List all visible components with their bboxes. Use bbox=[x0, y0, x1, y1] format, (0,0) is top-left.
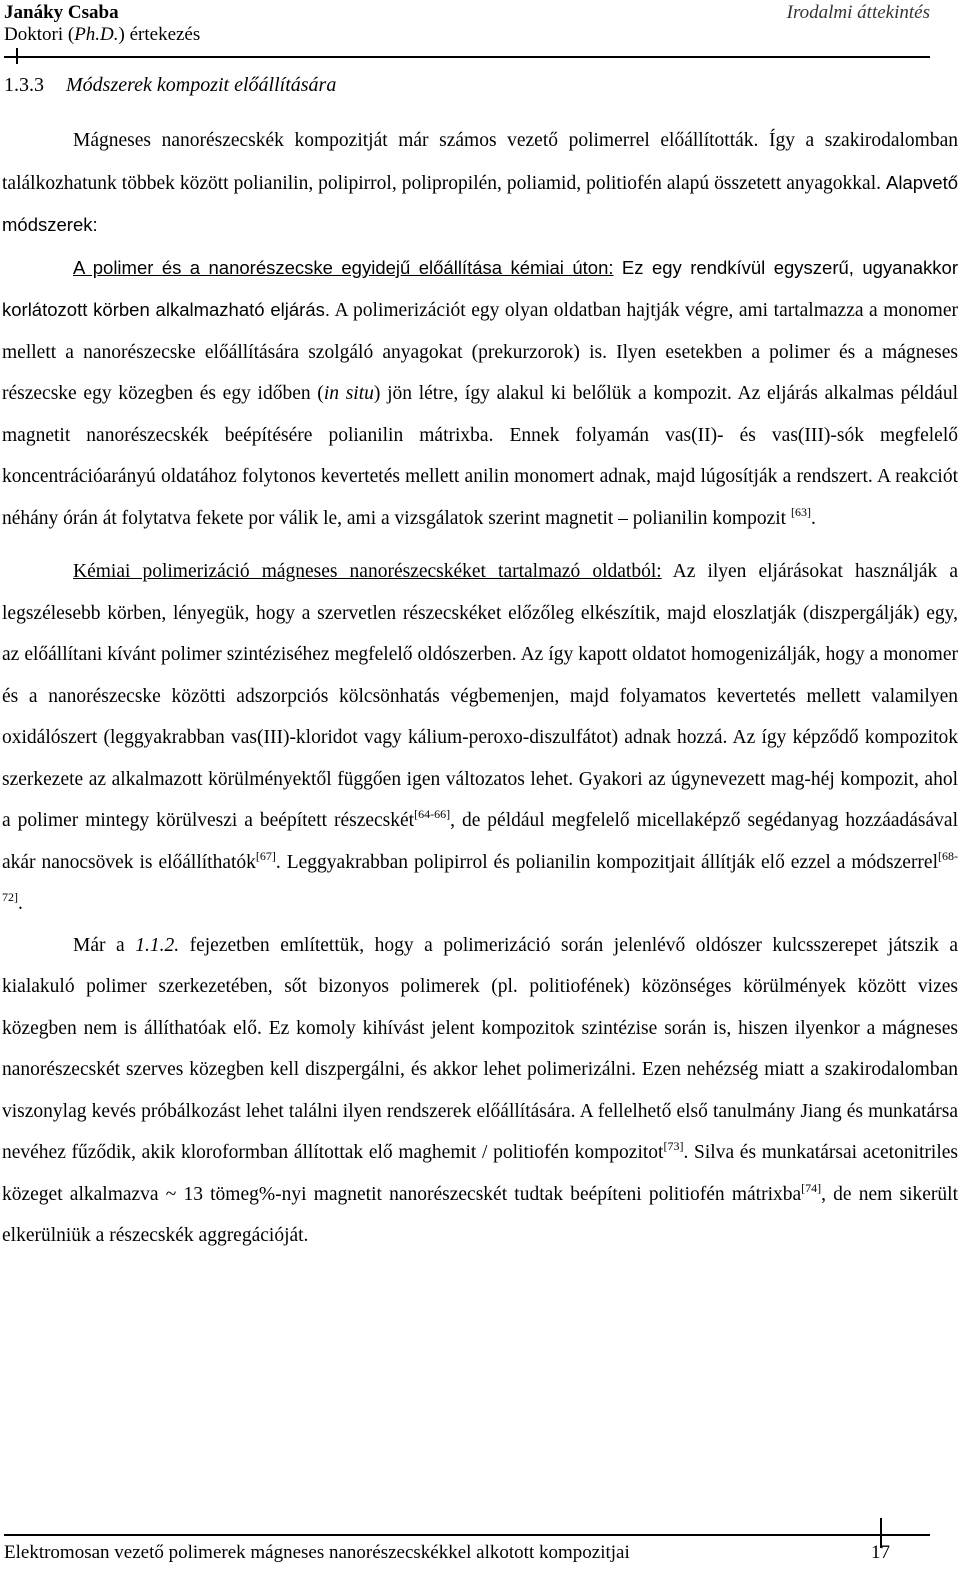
citation: [64-66] bbox=[414, 807, 451, 821]
method-1-heading: A polimer és a nanorészecske egyidejű előállítása kémiai úton: bbox=[73, 256, 614, 278]
footer-title: Elektromosan vezető polimerek mágneses nanorészecskékkel alkotott kompozitjai bbox=[4, 1542, 630, 1563]
paragraph-intro: Mágneses nanorészecskék kompozitját már számos vezető polimerrel előállították. Így a szakirodalomban találkozhatunk többek között polianilin, polipirrol, polipropilén, poliamid, politiofén alapú összetett anyagokkal. Alapvető módszerek: bbox=[2, 130, 958, 235]
footer-rule bbox=[4, 1534, 930, 1536]
paragraph-method-1: A polimer és a nanorészecske egyidejű előállítása kémiai úton: Ez egy rendkívül egyszerű, ugyanakkor korlátozott körben alkalmazható eljárás. A polimerizációt egy olyan oldatban hajtják végre, ami tartalmazza a monomer mellett a nanorészecske előállítására szolgáló anyagokat (prekurzorok) is. Ilyen esetekben a polimer és a mágneses részecske egy közegben és egy időben (in situ) jön létre, így alakul ki belőlük a kompozit. Az eljárás alkalmas például magnetit nanorészecskék beépítésére polianilin mátrixba. Ennek folyamán vas(II)- és vas(III)-sók megfelelő koncentrációarányú oldatához folytonos kevertetés mellett anilin monomert adnak, majd lúgosítják a rendszert. A reakciót néhány órán át folytatva fekete por válik le, ami a vizsgálatok szerint magnetit – polianilin kompozit [63]. bbox=[2, 256, 959, 529]
header-rule bbox=[4, 56, 930, 58]
page-number: 17 bbox=[871, 1542, 890, 1563]
citation: [74] bbox=[801, 1180, 822, 1195]
header-rule-mark bbox=[16, 48, 18, 64]
body-text bbox=[2, 120, 958, 1257]
page-header bbox=[4, 0, 930, 66]
section-reference: 1.1.2. bbox=[135, 934, 180, 956]
page-footer bbox=[4, 1530, 930, 1569]
citation: [63] bbox=[790, 504, 811, 519]
document-type: Doktori (Ph.D.) értekezés bbox=[4, 24, 201, 45]
citation: [73] bbox=[663, 1139, 684, 1153]
chapter-title: Irodalmi áttekintés bbox=[786, 2, 930, 23]
citation: [67] bbox=[255, 848, 276, 863]
paragraph-solvent: Már a 1.1.2. fejezetben említettük, hogy a polimerizáció során jelenlévő oldószer kulcsszerepet játszik a kialakuló polimer szerkezetében, sőt bizonyos polimerek (pl. politiofének) közönséges körülmények között vizes közegben nem is állíthatóak elő. Ez komoly kihívást jelent kompozitok szintézise során is, hiszen ilyenkor a mágneses nanorészecskét szerves közegben kell diszpergálni, és akkor lehet polimerizálni. Ezen nehézség miatt a szakirodalomban viszonylag kevés próbálkozást lehet találni ilyen rendszerek előállítására. A fellelhető első tanulmány Jiang és munkatársa nevéhez fűződik, akik kloroformban állítottak elő maghemit / politiofén kompozitot[73]. Silva és munkatársai acetonitriles közeget alkalmazva ~ 13 tömeg%-nyi magnetit nanorészecskét tudtak beépíteni politiofén mátrixba[74], de nem sikerült elkerülniük a részecskék aggregációját. bbox=[2, 934, 959, 1246]
author-name: Janáky Csaba bbox=[4, 2, 119, 23]
section-heading bbox=[4, 74, 336, 97]
paragraph-method-2: Kémiai polimerizáció mágneses nanorészecskéket tartalmazó oldatból: Az ilyen eljárásokat használják a legszélesebb körben, lényegük, hogy a szervetlen részecskéket előzőleg elkészítik, majd eloszlatják (diszpergálják) egy, az előállítani kívánt polimer szintéziséhez megfelelő oldószerben. Az így kapott oldatot homogenizálják, hogy a monomer és a nanorészecske közötti adszorpciós kölcsönhatás végbemenjen, majd folyamatos kevertetés mellett valamilyen oxidálószert (leggyakrabban vas(III)-kloridot vagy kálium-peroxo-diszulfátot) adnak hozzá. Az így képződő kompozitok szerkezete az alkalmazott körülményektől függően igen változatos lehet. Gyakori az úgynevezett mag-héj kompozit, ahol a polimer mintegy körülveszi a beépített részecskét[64-66], de például megfelelő micellaképző segédanyag hozzáadásával akár nanocsövek is előállíthatók[67]. Leggyakrabban polipirrol és polianilin kompozitjait állítják elő ezzel a módszerrel[68-72]. bbox=[2, 561, 958, 914]
method-2-heading: Kémiai polimerizáció mágneses nanorészecskéket tartalmazó oldatból: bbox=[73, 561, 662, 582]
section-title: Módszerek kompozit előállítására bbox=[66, 74, 337, 96]
section-number: 1.3.3 bbox=[4, 74, 44, 96]
citation: [68-72] bbox=[2, 848, 958, 904]
